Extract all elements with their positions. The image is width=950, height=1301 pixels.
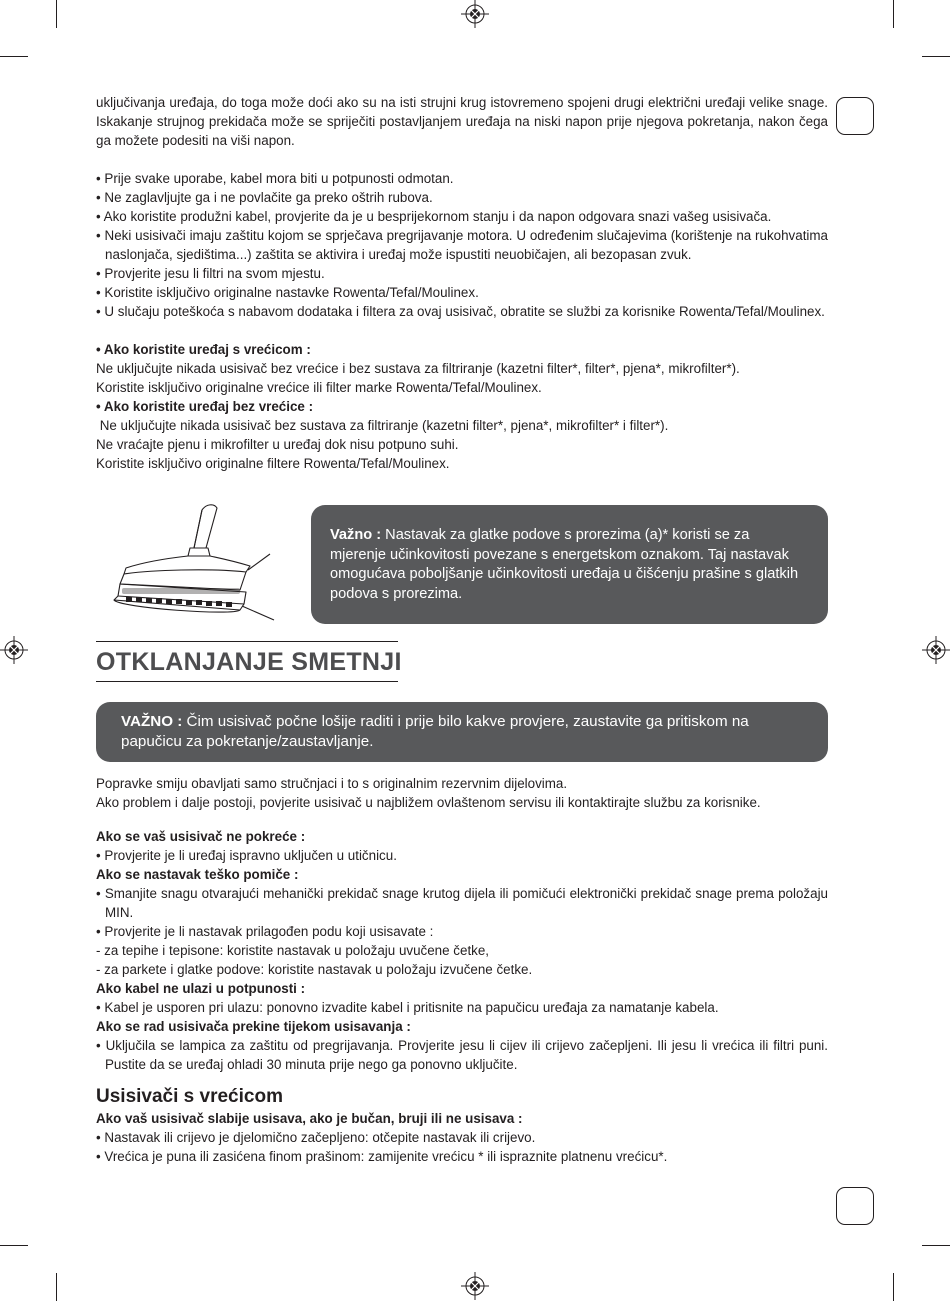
crop-mark	[893, 1273, 894, 1301]
registration-mark-icon	[461, 1272, 489, 1300]
intro-paragraph: uključivanja uređaja, do toga može doći ako su na isti strujni krug istovremeno spojeni drugi električni uređaji velike snage. Iskakanje strujnog prekidača može se spriječiti postavljanjem uređaja na niski napon prije njegova pokretanja, nakon čega ga možete podesiti na viši napon.	[96, 95, 828, 148]
list-item: • U slučaju poteškoća s nabavom dodataka i filtera za ovaj usisivač, obratite se službi za korisnike Rowenta/Tefal/Moulinex.	[96, 304, 825, 319]
list-item: • Prije svake uporabe, kabel mora biti u potpunosti odmotan.	[96, 171, 454, 186]
registration-mark-icon	[922, 636, 950, 664]
list-item: • Neki usisivači imaju zaštitu kojom se sprječava pregrijavanje motora. U određenim slučajevima (korištenje na rukohvatima naslonjača, sjedištima...) zaštita se aktivira i uređaj može ispustiti neuobičajen, ali bezopasan zvuk.	[96, 228, 828, 262]
note-label: VAŽNO :	[121, 713, 183, 730]
bag-heading: • Ako koristite uređaj s vrećicom :	[96, 342, 311, 357]
subsection-title: Usisivači s vrećicom	[96, 1086, 283, 1107]
text-line: Popravke smiju obavljati samo stručnjaci i to s originalnim rezervnim dijelovima.	[96, 776, 568, 791]
warning-note-box	[96, 702, 828, 762]
problem-heading: Ako kabel ne ulazi u potpunosti :	[96, 981, 306, 996]
problem-heading: Ako se rad usisivača prekine tijekom usisavanja :	[96, 1019, 411, 1034]
note-label: Važno :	[330, 527, 382, 543]
page-tab-top	[836, 97, 874, 135]
floor-nozzle-illustration	[110, 500, 280, 625]
list-item: • Kabel je usporen pri ulazu: ponovno izvadite kabel i pritisnite na papučicu uređaja za namatanje kabela.	[96, 1000, 719, 1015]
list-item: • Smanjite snagu otvarajući mehanički prekidač snage krutog dijela ili pomičući elektronički prekidač snage prema položaju MIN.	[96, 886, 828, 920]
crop-mark	[56, 1273, 57, 1301]
note-text: Čim usisivač počne lošije raditi i prije bilo kakve provjere, zaustavite ga pritiskom na papučicu za pokretanje/zaustavljanje.	[121, 713, 749, 750]
text-line: Ako problem i dalje postoji, povjerite usisivač u najbližem ovlaštenom servisu ili kontaktirajte službu za korisnike.	[96, 795, 761, 810]
text-line: Ne uključujte nikada usisivač bez vrećice i bez sustava za filtriranje (kazetni filter*, filter*, pjena*, mikrofilter*).	[96, 361, 740, 376]
crop-mark	[56, 0, 57, 28]
registration-mark-icon	[0, 636, 28, 664]
nobag-heading: • Ako koristite uređaj bez vrećice :	[96, 399, 314, 414]
list-item: • Uključila se lampica za zaštitu od pregrijavanja. Provjerite jesu li cijev ili crijevo začepljeni. Ili jesu li vrećica ili filtri puni. Pustite da se uređaj ohladi 30 minuta prije nego ga ponovno uključite.	[96, 1038, 828, 1072]
crop-mark	[0, 56, 28, 57]
text-line: Koristite isključivo originalne filtere Rowenta/Tefal/Moulinex.	[96, 456, 450, 471]
crop-mark	[0, 1245, 28, 1246]
list-item: - za parkete i glatke podove: koristite nastavak u položaju izvučene četke.	[96, 962, 533, 977]
crop-mark	[922, 1245, 950, 1246]
list-item: • Provjerite je li nastavak prilagođen podu koji usisavate :	[96, 924, 434, 939]
text-line: Ne uključujte nikada usisivač bez sustava za filtriranje (kazetni filter*, pjena*, mikrofilter* i filter*).	[96, 418, 669, 433]
problem-heading: Ako se vaš usisivač ne pokreće :	[96, 829, 306, 844]
list-item: • Ne zaglavljujte ga i ne povlačite ga preko oštrih rubova.	[96, 190, 433, 205]
page-tab-bottom	[836, 1187, 874, 1225]
problem-heading: Ako se nastavak teško pomiče :	[96, 867, 299, 882]
text-line: Ne vraćajte pjenu i mikrofilter u uređaj dok nisu potpuno suhi.	[96, 437, 459, 452]
crop-mark	[893, 0, 894, 28]
list-item: • Ako koristite produžni kabel, provjerite da je u besprijekornom stanju i da napon odgovara snazi vašeg usisivača.	[96, 209, 772, 224]
list-item: • Vrećica je puna ili zasićena finom prašinom: zamijenite vrećicu * ili ispraznite platnenu vrećicu*.	[96, 1149, 668, 1164]
troubleshooting-text	[96, 774, 828, 1166]
registration-mark-icon	[461, 0, 489, 28]
section-heading-frame	[96, 641, 402, 682]
section-title: OTKLANJANJE SMETNJI	[96, 648, 402, 676]
list-item: • Koristite isključivo originalne nastavke Rowenta/Tefal/Moulinex.	[96, 285, 479, 300]
intro-text	[96, 93, 828, 473]
list-item: - za tepihe i tepisone: koristite nastavak u položaju uvučene četke,	[96, 943, 490, 958]
important-note-box	[311, 505, 828, 624]
list-item: • Provjerite jesu li filtri na svom mjestu.	[96, 266, 325, 281]
text-line: Koristite isključivo originalne vrećice ili filter marke Rowenta/Tefal/Moulinex.	[96, 380, 542, 395]
list-item: • Nastavak ili crijevo je djelomično začepljeno: otčepite nastavak ili crijevo.	[96, 1130, 536, 1145]
list-item: • Provjerite je li uređaj ispravno uključen u utičnicu.	[96, 848, 397, 863]
problem-heading: Ako vaš usisivač slabije usisava, ako je bučan, bruji ili ne usisava :	[96, 1111, 523, 1126]
note-text: Nastavak za glatke podove s prorezima (a)* koristi se za mjerenje učinkovitosti povezane s energetskom oznakom. Taj nastavak omogućava poboljšanje učinkovitosti uređaja u čišćenju prašine s glatkih podova s prorezima.	[330, 527, 799, 602]
crop-mark	[922, 56, 950, 57]
